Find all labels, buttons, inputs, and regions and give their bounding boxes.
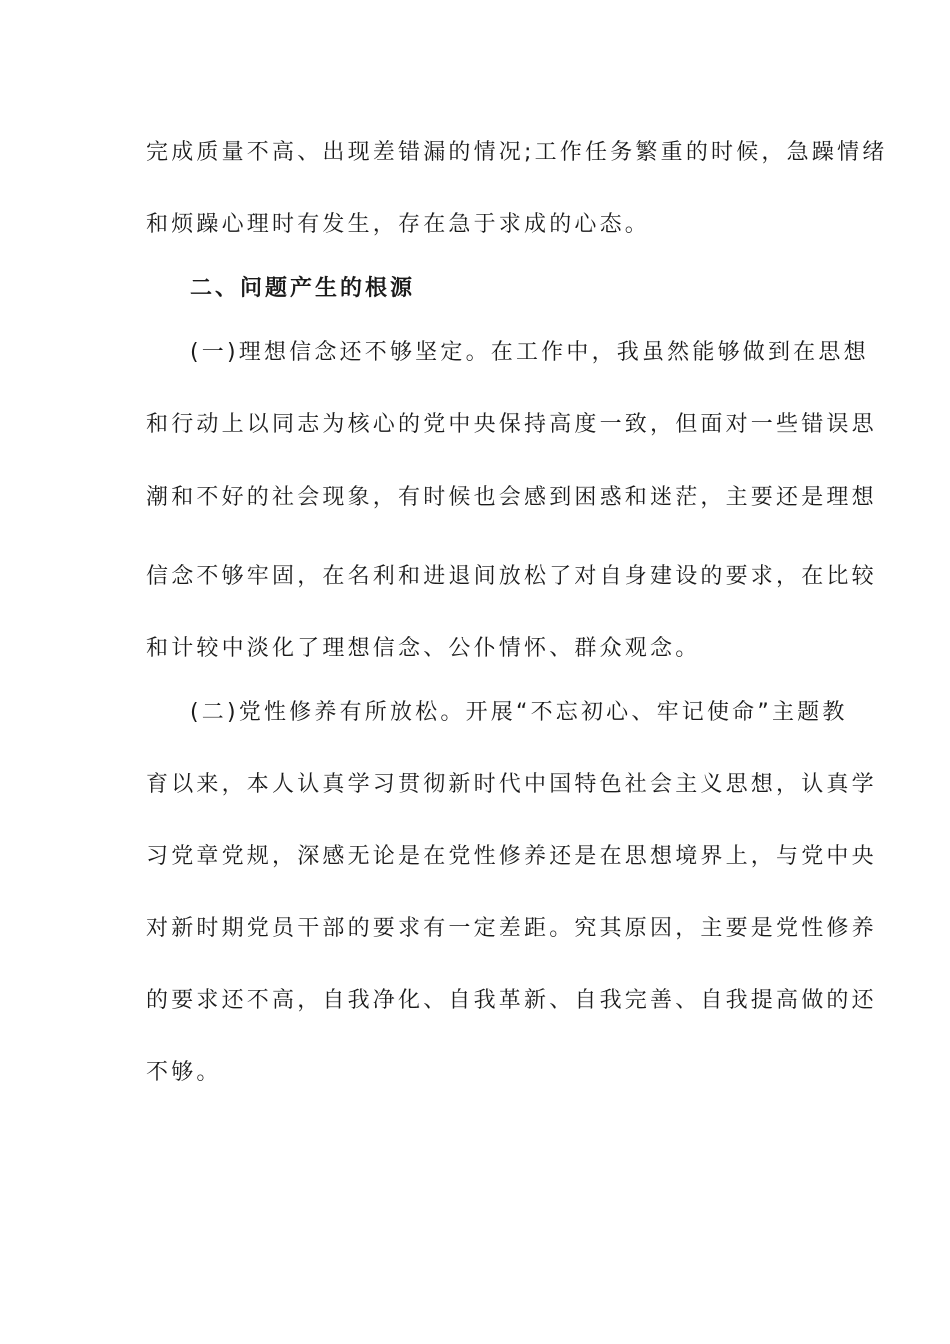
paragraph-line: 育以来，本人认真学习贯彻新时代中国特色社会主义思想，认真学	[146, 772, 877, 797]
paragraph-line: 和计较中淡化了理想信念、公仆情怀、群众观念。	[146, 636, 701, 661]
section-heading: 二、问题产生的根源	[190, 276, 416, 301]
paragraph-line: 信念不够牢固，在名利和进退间放松了对自身建设的要求，在比较	[146, 564, 877, 589]
paragraph-line: 完成质量不高、出现差错漏的情况;工作任务繁重的时候，急躁情绪	[146, 140, 888, 165]
paragraph-line: 的要求还不高，自我净化、自我革新、自我完善、自我提高做的还	[146, 988, 877, 1013]
paragraph-line: (一)理想信念还不够坚定。在工作中，我虽然能够做到在思想	[190, 340, 869, 365]
paragraph-line: 和烦躁心理时有发生，存在急于求成的心态。	[146, 212, 651, 237]
paragraph-line: 习党章党规，深感无论是在党性修养还是在思想境界上，与党中央	[146, 844, 877, 869]
paragraph-line: 和行动上以同志为核心的党中央保持高度一致，但面对一些错误思	[146, 412, 877, 437]
paragraph-line: 不够。	[146, 1060, 222, 1085]
paragraph-line: (二)党性修养有所放松。开展“不忘初心、牢记使命”主题教	[190, 700, 848, 725]
paragraph-line: 对新时期党员干部的要求有一定差距。究其原因，主要是党性修养	[146, 916, 877, 941]
paragraph-line: 潮和不好的社会现象，有时候也会感到困惑和迷茫，主要还是理想	[146, 485, 877, 510]
